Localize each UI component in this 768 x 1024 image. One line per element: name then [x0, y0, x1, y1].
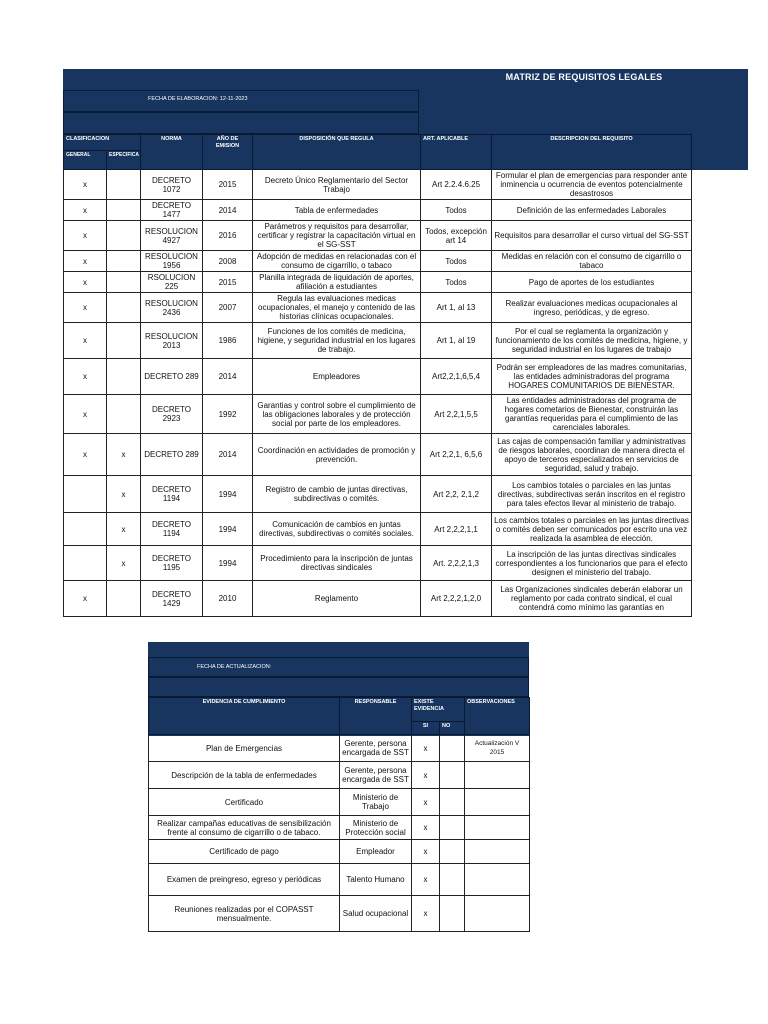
table-row — [149, 864, 530, 896]
responsable-cell: Empleador — [340, 840, 412, 864]
table-row — [64, 359, 692, 395]
descripcion-cell: Las Organizaciones sindicales deberán elaborar un reglamento por cada contrato sindical, el cual contendrá como mínimo las garantías en — [492, 581, 692, 617]
disposicion-cell: Decreto Único Reglamentario del Sector Trabajo — [253, 170, 421, 200]
norma-cell: DECRETO 289 — [141, 359, 203, 395]
table-row — [64, 323, 692, 359]
si-cell: x — [412, 762, 440, 789]
header-descripcion: DESCRIPCION DEL REQUISITO — [492, 135, 692, 170]
no-cell — [440, 762, 465, 789]
especifica-cell — [107, 323, 141, 359]
table-row — [64, 395, 692, 434]
especifica-cell: x — [107, 434, 141, 476]
especifica-cell — [107, 395, 141, 434]
disposicion-cell: Regula las evaluaciones medicas ocupacionales, el manejo y contenido de las historias clínicas ocupacionales. — [253, 293, 421, 323]
header-art: ART. APLICABLE — [421, 135, 492, 170]
norma-cell: RESOLUCION 2013 — [141, 323, 203, 359]
general-cell: x — [64, 581, 107, 617]
ano-cell: 2015 — [203, 272, 253, 293]
art-cell: Art 2,2,2,1,1 — [421, 513, 492, 546]
header-disposicion: DISPOSICIÓN QUE REGULA — [253, 135, 421, 170]
bottom-header-spacer — [148, 677, 529, 697]
descripcion-cell: Por el cual se reglamenta la organización y funcionamiento de los comités de medicina, higiene, y seguridad industrial en los lugares de trabajo — [492, 323, 692, 359]
ano-cell: 2007 — [203, 293, 253, 323]
si-cell: x — [412, 896, 440, 932]
art-cell: Art 2.2.4.6.25 — [421, 170, 492, 200]
ano-cell: 1986 — [203, 323, 253, 359]
disposicion-cell: Adopción de medidas en relacionadas con el consumo de cigarrillo, o tabaco — [253, 251, 421, 272]
si-cell: x — [412, 864, 440, 896]
matrix-title-text: MATRIZ DE REQUISITOS LEGALES — [505, 72, 663, 82]
evidencia-cell: Examen de preingreso, egreso y periódicas — [149, 864, 340, 896]
requisitos-table — [63, 134, 692, 617]
ano-cell: 2015 — [203, 170, 253, 200]
descripcion-cell: Realizar evaluaciones medicas ocupacionales al ingreso, periódicas, y de egreso. — [492, 293, 692, 323]
disposicion-cell: Funciones de los comités de medicina, higiene, y seguridad industrial en los lugares de trabajo. — [253, 323, 421, 359]
art-cell: Art 2,2, 2,1,2 — [421, 476, 492, 513]
observaciones-cell — [465, 789, 530, 816]
header-observaciones: OBSERVACIONES — [465, 698, 530, 735]
art-cell: Todos — [421, 272, 492, 293]
evidencia-cell: Realizar campañas educativas de sensibilización frente al consumo de cigarrillo o de tabaco. — [149, 816, 340, 840]
responsable-cell: Salud ocupacional — [340, 896, 412, 932]
evidencia-cell: Plan de Emergencias — [149, 735, 340, 762]
ano-cell: 1994 — [203, 476, 253, 513]
si-cell: x — [412, 735, 440, 762]
general-cell: x — [64, 200, 107, 221]
norma-cell: RESOLUCION 4927 — [141, 221, 203, 251]
responsable-cell: Gerente, persona encargada de SST — [340, 762, 412, 789]
art-cell: Todos — [421, 200, 492, 221]
descripcion-cell: Los cambios totales o parciales en las juntas directivas, subdirectivas serán inscritos en el registro para tales efectos llevar al ministerio de trabajo. — [492, 476, 692, 513]
table-row — [64, 513, 692, 546]
especifica-cell — [107, 581, 141, 617]
disposicion-cell: Coordinación en actividades de promoción y prevención. — [253, 434, 421, 476]
disposicion-cell: Empleadores — [253, 359, 421, 395]
general-cell: x — [64, 359, 107, 395]
no-cell — [440, 864, 465, 896]
table-row — [149, 840, 530, 864]
ano-cell: 2014 — [203, 200, 253, 221]
general-cell: x — [64, 272, 107, 293]
header-norma: NORMA — [141, 135, 203, 170]
si-cell: x — [412, 789, 440, 816]
especifica-cell: x — [107, 476, 141, 513]
header-general: GENERAL — [64, 151, 107, 170]
especifica-cell — [107, 251, 141, 272]
disposicion-cell: Reglamento — [253, 581, 421, 617]
header-existe: EXISTE EVIDENCIA — [412, 698, 465, 722]
art-cell: Todos, excepción art 14 — [421, 221, 492, 251]
no-cell — [440, 896, 465, 932]
descripcion-cell: Medidas en relación con el consumo de cigarrillo o tabaco — [492, 251, 692, 272]
fecha-actualizacion-box — [148, 657, 529, 677]
ano-cell: 2014 — [203, 359, 253, 395]
header-especifica: ESPECIFICA — [107, 151, 141, 170]
descripcion-cell: Formular el plan de emergencias para responder ante inminencia u ocurrencia de eventos potencialmente desastrosos — [492, 170, 692, 200]
observaciones-cell — [465, 840, 530, 864]
disposicion-cell: Procedimiento para la inscripción de juntas directivas sindicales — [253, 546, 421, 581]
especifica-cell — [107, 359, 141, 395]
general-cell: x — [64, 395, 107, 434]
descripcion-cell: Las cajas de compensación familiar y administrativas de riesgos laborales, coordinan de manera directa el apoyo de terceros especializados en servicios de seguridad, salud y trabajo. — [492, 434, 692, 476]
norma-cell: DECRETO 1429 — [141, 581, 203, 617]
general-cell: x — [64, 434, 107, 476]
header-evidencia: EVIDENCIA DE CUMPLIMIENTO — [149, 698, 340, 735]
evidencia-cell: Descripción de la tabla de enfermedades — [149, 762, 340, 789]
art-cell: Todos — [421, 251, 492, 272]
table-row — [64, 476, 692, 513]
norma-cell: RSOLUCION 225 — [141, 272, 203, 293]
table-row — [64, 272, 692, 293]
ano-cell: 2008 — [203, 251, 253, 272]
no-cell — [440, 816, 465, 840]
disposicion-cell: Parámetros y requisitos para desarrollar, certificar y registrar la capacitación virtual en el SG-SST — [253, 221, 421, 251]
descripcion-cell: Las entidades administradoras del programa de hogares cometarios de Bienestar, construirán las garantías requeridas para el cumplimiento de las carenciales laborales. — [492, 395, 692, 434]
norma-cell: DECRETO 289 — [141, 434, 203, 476]
header-clasificacion: CLASIFICACION — [64, 135, 141, 151]
norma-cell: DECRETO 1194 — [141, 513, 203, 546]
descripcion-cell: La inscripción de las juntas directivas sindicales correspondientes a los funcionarios que para el efecto designen el ministerio del trabajo. — [492, 546, 692, 581]
especifica-cell: x — [107, 546, 141, 581]
general-cell: x — [64, 293, 107, 323]
fecha-elaboracion-box — [63, 90, 419, 112]
evidencia-cell: Certificado de pago — [149, 840, 340, 864]
art-cell: Art 1, al 13 — [421, 293, 492, 323]
especifica-cell — [107, 272, 141, 293]
general-cell — [64, 476, 107, 513]
especifica-cell — [107, 200, 141, 221]
fecha-elaboracion-text: FECHA DE ELABORACION: 12-11-2023 — [148, 96, 248, 102]
no-cell — [440, 789, 465, 816]
ano-cell: 1994 — [203, 546, 253, 581]
header-ano: AÑO DE EMISION — [203, 135, 253, 170]
descripcion-cell: Requisitos para desarrollar el curso virtual del SG-SST — [492, 221, 692, 251]
header-spacer — [63, 112, 419, 134]
fecha-actualizacion-text: FECHA DE ACTUALIZACION: — [197, 664, 272, 670]
descripcion-cell: Definición de las enfermedades Laborales — [492, 200, 692, 221]
disposicion-cell: Tabla de enfermedades — [253, 200, 421, 221]
disposicion-cell: Planilla integrada de liquidación de aportes, afiliación a estudiantes — [253, 272, 421, 293]
disposicion-cell: Registro de cambio de juntas directivas, subdirectivas o comités. — [253, 476, 421, 513]
table-row — [149, 789, 530, 816]
table-row — [64, 221, 692, 251]
norma-cell: DECRETO 1195 — [141, 546, 203, 581]
ano-cell: 2010 — [203, 581, 253, 617]
table-row — [64, 434, 692, 476]
disposicion-cell: Comunicación de cambios en juntas directivas, subdirectivas o comités sociales. — [253, 513, 421, 546]
general-cell: x — [64, 221, 107, 251]
observaciones-cell: Actualización V 2015 — [465, 735, 530, 762]
si-cell: x — [412, 840, 440, 864]
art-cell: Art2,2,1,6,5,4 — [421, 359, 492, 395]
norma-cell: RESOLUCION 1956 — [141, 251, 203, 272]
especifica-cell: x — [107, 513, 141, 546]
responsable-cell: Ministerio de Trabajo — [340, 789, 412, 816]
observaciones-cell — [465, 762, 530, 789]
header-si: SI — [412, 722, 440, 735]
general-cell: x — [64, 251, 107, 272]
norma-cell: DECRETO 2923 — [141, 395, 203, 434]
art-cell: Art 2,2,1, 6,5,6 — [421, 434, 492, 476]
evidencia-table — [148, 697, 530, 932]
norma-cell: DECRETO 1194 — [141, 476, 203, 513]
responsable-cell: Talento Humano — [340, 864, 412, 896]
art-cell: Art 2,2,2,1,2,0 — [421, 581, 492, 617]
evidencia-cell: Reuniones realizadas por el COPASST mensualmente. — [149, 896, 340, 932]
general-cell — [64, 513, 107, 546]
table-row — [149, 816, 530, 840]
table-row — [64, 546, 692, 581]
matrix-title — [420, 69, 748, 89]
table-row — [64, 581, 692, 617]
general-cell: x — [64, 323, 107, 359]
norma-cell: DECRETO 1072 — [141, 170, 203, 200]
observaciones-cell — [465, 864, 530, 896]
table-row — [64, 170, 692, 200]
especifica-cell — [107, 293, 141, 323]
table-row — [64, 251, 692, 272]
general-cell — [64, 546, 107, 581]
si-cell: x — [412, 816, 440, 840]
descripcion-cell: Los cambios totales o parciales en las juntas directivas o comités deben ser comunicados por escrito una vez realizada la asamblea de elección. — [492, 513, 692, 546]
header-no: NO — [440, 722, 465, 735]
ano-cell: 2014 — [203, 434, 253, 476]
art-cell: Art 2,2,1,5,5 — [421, 395, 492, 434]
norma-cell: DECRETO 1477 — [141, 200, 203, 221]
observaciones-cell — [465, 816, 530, 840]
ano-cell: 2016 — [203, 221, 253, 251]
table-row — [149, 896, 530, 932]
table-row — [64, 293, 692, 323]
table-row — [149, 762, 530, 789]
art-cell: Art. 2,2,2,1,3 — [421, 546, 492, 581]
especifica-cell — [107, 170, 141, 200]
art-cell: Art 1, al 19 — [421, 323, 492, 359]
observaciones-cell — [465, 896, 530, 932]
norma-cell: RESOLUCION 2436 — [141, 293, 203, 323]
descripcion-cell: Podrán ser empleadores de las madres comunitarias, las entidades administradoras del programa HOGARES COMUNITARIOS DE BIENESTAR. — [492, 359, 692, 395]
ano-cell: 1994 — [203, 513, 253, 546]
no-cell — [440, 735, 465, 762]
especifica-cell — [107, 221, 141, 251]
ano-cell: 1992 — [203, 395, 253, 434]
general-cell: x — [64, 170, 107, 200]
responsable-cell: Gerente, persona encargada de SST — [340, 735, 412, 762]
descripcion-cell: Pago de aportes de los estudiantes — [492, 272, 692, 293]
responsable-cell: Ministerio de Protección social — [340, 816, 412, 840]
disposicion-cell: Garantias y control sobre el cumplimiento de las obligaciones laborales y de protección social por parte de los empleadores. — [253, 395, 421, 434]
header-responsable: RESPONSABLE — [340, 698, 412, 735]
evidencia-cell: Certificado — [149, 789, 340, 816]
no-cell — [440, 840, 465, 864]
table-row — [64, 200, 692, 221]
table-row — [149, 735, 530, 762]
